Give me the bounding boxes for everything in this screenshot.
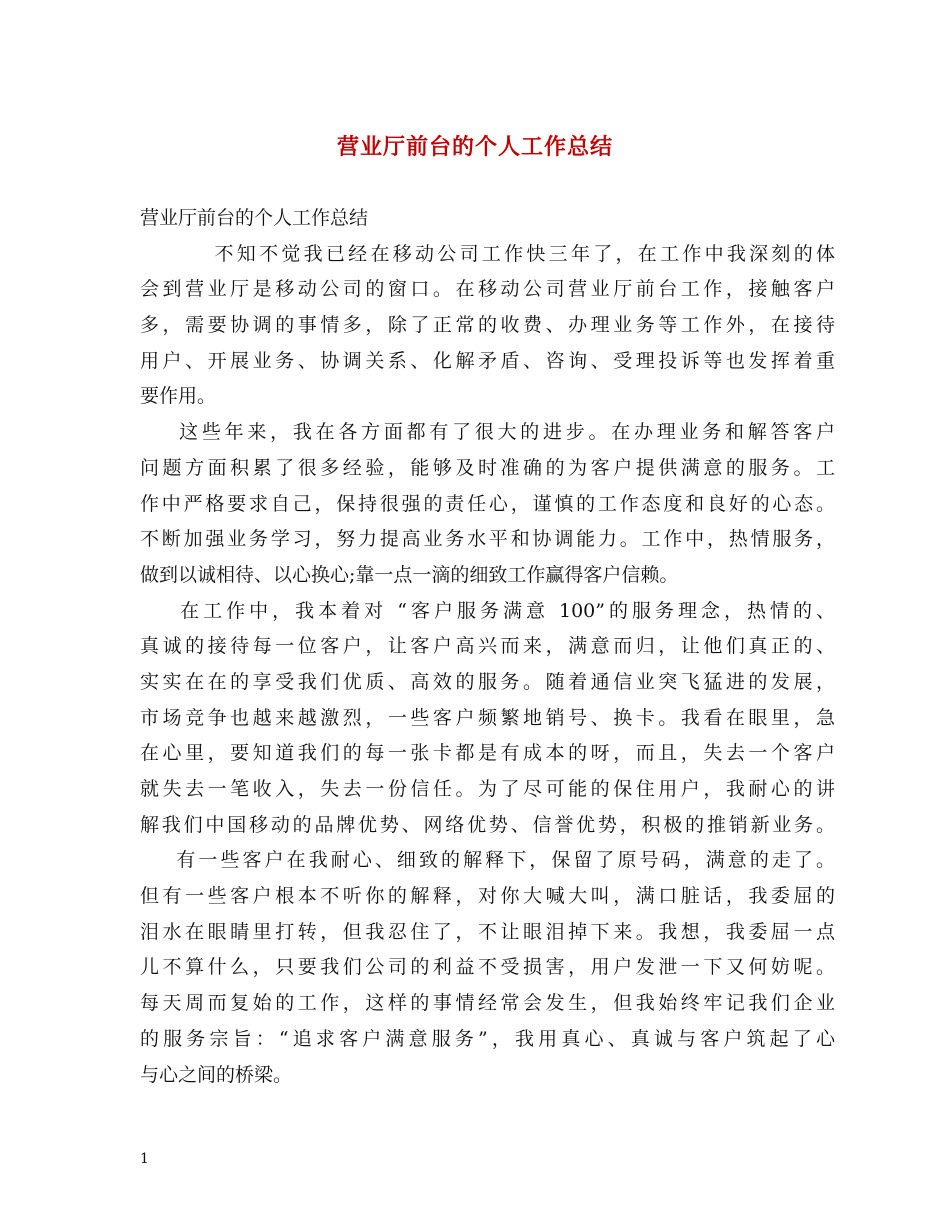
body-line: 多，需要协调的事情多，除了正常的收费、办理业务等工作外，在接待 — [140, 314, 835, 337]
body-line: 每天周而复始的工作，这样的事情经常会发生，但我始终牢记我们企业 — [140, 992, 835, 1015]
document-body — [140, 201, 835, 1093]
body-line: 问题方面积累了很多经验，能够及时准确的为客户提供满意的服务。工 — [140, 456, 835, 479]
body-line: 有一些客户在我耐心、细致的解释下，保留了原号码，满意的走了。 — [140, 849, 835, 872]
body-line: 儿不算什么，只要我们公司的利益不受损害，用户发泄一下又何妨呢。 — [140, 956, 835, 979]
body-line: 泪水在眼睛里打转，但我忍住了，不让眼泪掉下来。我想，我委屈一点 — [140, 920, 835, 943]
body-line: 不断加强业务学习，努力提高业务水平和协调能力。工作中，热情服务， — [140, 528, 835, 551]
body-line: 解我们中国移动的品牌优势、网络优势、信誉优势，积极的推销新业务。 — [140, 813, 835, 836]
page-title: 营业厅前台的个人工作总结 — [336, 134, 613, 160]
body-line: 作中严格要求自己，保持很强的责任心，谨慎的工作态度和良好的心态。 — [140, 492, 835, 515]
body-line: 与心之间的桥梁。 — [140, 1063, 293, 1086]
page-number: 1 — [140, 1151, 149, 1167]
body-line: 真诚的接待每一位客户，让客户高兴而来，满意而归，让他们真正的、 — [140, 635, 835, 658]
body-line: 在心里，要知道我们的每一张卡都是有成本的呀，而且，失去一个客户 — [140, 742, 835, 765]
body-line: 会到营业厅是移动公司的窗口。在移动公司营业厅前台工作，接触客户 — [140, 278, 835, 301]
body-line: 就失去一笔收入，失去一份信任。为了尽可能的保住用户，我耐心的讲 — [140, 778, 835, 800]
body-line: 这些年来，我在各方面都有了很大的进步。在办理业务和解答客户 — [140, 421, 835, 444]
body-line: 营业厅前台的个人工作总结 — [140, 207, 369, 229]
body-line: 但有一些客户根本不听你的解释，对你大喊大叫，满口脏话，我委屈的 — [140, 885, 835, 908]
body-line: 实实在在的享受我们优质、高效的服务。随着通信业突飞猛进的发展， — [140, 670, 835, 693]
body-line: 要作用。 — [140, 385, 217, 408]
body-line: 市场竞争也越来越激烈，一些客户频繁地销号、换卡。我看在眼里，急 — [140, 706, 835, 729]
body-line: 不知不觉我已经在移动公司工作快三年了，在工作中我深刻的体 — [140, 242, 835, 265]
body-line: 在工作中，我本着对 “客户服务满意 100”的服务理念，热情的、 — [140, 599, 835, 622]
body-line: 做到以诚相待、以心换心;靠一点一滴的细致工作赢得客户信赖。 — [140, 563, 679, 586]
body-line: 用户、开展业务、协调关系、化解矛盾、咨询、受理投诉等也发挥着重 — [140, 349, 835, 372]
body-line: 的服务宗旨：“追求客户满意服务”，我用真心、真诚与客户筑起了心 — [140, 1027, 835, 1050]
